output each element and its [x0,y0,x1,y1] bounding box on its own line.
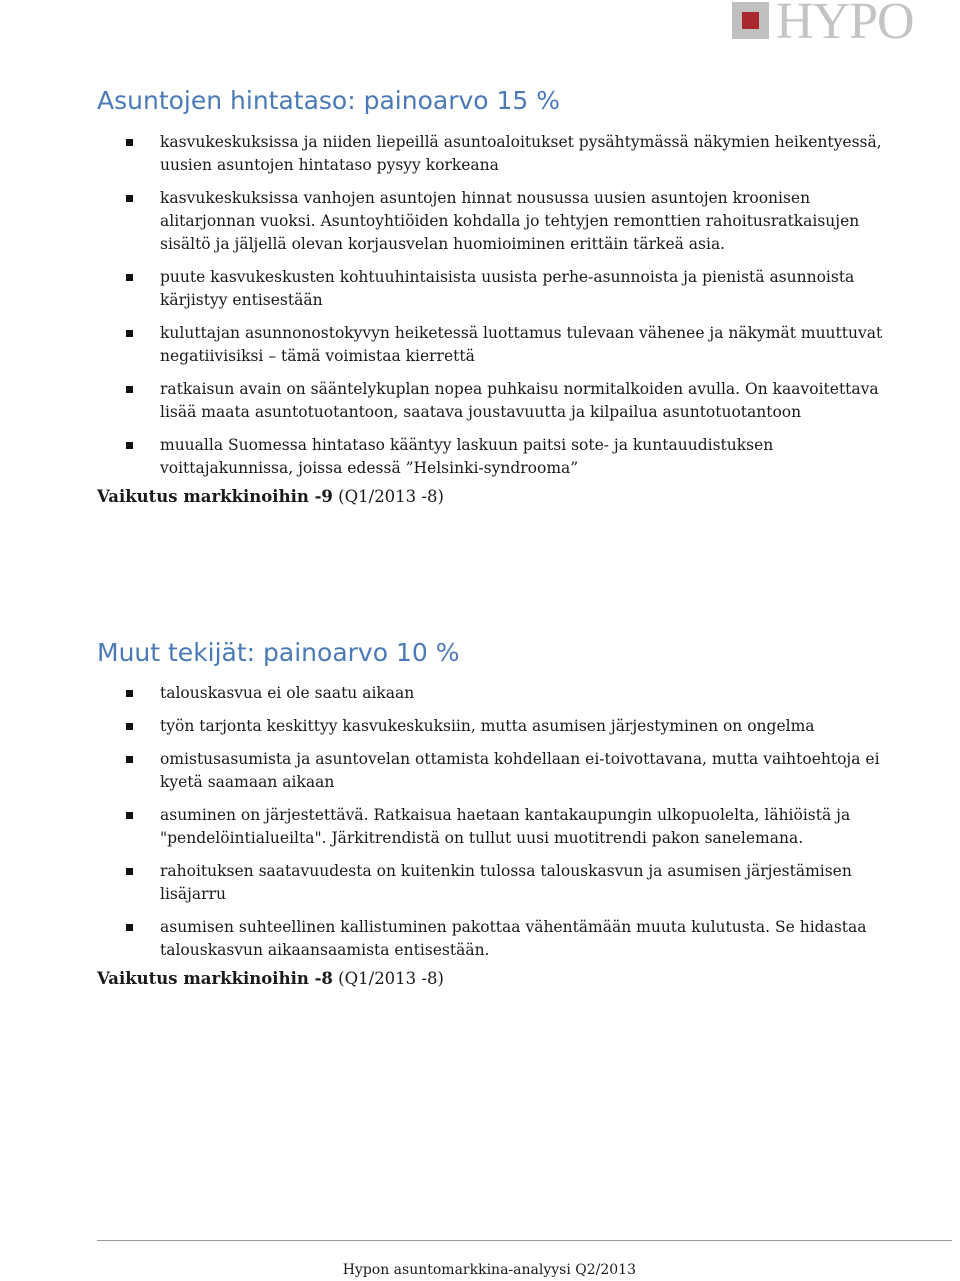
market-impact [97,967,897,990]
square-bullet-icon [126,139,133,146]
square-bullet-icon [126,690,133,697]
list-item-text: omistusasumista ja asuntovelan ottamista kohdellaan ei-toivottavana, mutta vaihtoehtoja ei kyetä saamaan aikaan [160,750,880,791]
list-item-text: puute kasvukeskusten kohtuuhintaisista uusista perhe-asunnoista ja pienistä asunnoista kärjistyy entisestään [160,268,855,309]
list-item [97,322,897,368]
bullet-list [97,131,897,480]
list-item [97,434,897,480]
section-heading: Muut tekijät: painoarvo 10 % [97,638,460,667]
list-item-text: talouskasvua ei ole saatu aikaan [160,684,415,702]
logo-square-icon [732,2,769,39]
logo-text: HYPO [776,0,914,50]
market-impact-value: Vaikutus markkinoihin -9 [97,487,333,506]
bullet-list [97,682,897,962]
list-item-text: kuluttajan asunnonostokyvyn heiketessä luottamus tulevaan vähenee ja näkymät muuttuvat negatiivisiksi – tämä voimistaa kierrettä [160,324,883,365]
section-housing-prices [97,86,897,508]
list-item [97,916,897,962]
square-bullet-icon [126,812,133,819]
list-item [97,804,897,850]
list-item [97,682,897,705]
page-footer: Hypon asuntomarkkina-analyysi Q2/2013 [342,1262,636,1278]
square-bullet-icon [126,868,133,875]
list-item-text: muualla Suomessa hintataso kääntyy laskuun paitsi sote- ja kuntauudistuksen voittajakunnissa, joissa edessä ”Helsinki-syndrooma” [160,436,774,477]
section-heading: Asuntojen hintataso: painoarvo 15 % [97,86,561,115]
list-item [97,860,897,906]
market-impact-previous: (Q1/2013 -8) [332,487,444,506]
section-other-factors [97,638,897,990]
list-item [97,715,897,738]
hypo-logo [732,0,914,50]
market-impact [97,485,897,508]
list-item-text: kasvukeskuksissa ja niiden liepeillä asuntoaloitukset pysähtymässä näkymien heikentyessä, uusien asuntojen hintataso pysyy korkeana [160,133,882,174]
list-item [97,748,897,794]
square-bullet-icon [126,386,133,393]
market-impact-previous: (Q1/2013 -8) [332,969,444,988]
market-impact-value: Vaikutus markkinoihin -8 [97,969,333,988]
square-bullet-icon [126,756,133,763]
list-item [97,266,897,312]
list-item-text: työn tarjonta keskittyy kasvukeskuksiin, mutta asumisen järjestyminen on ongelma [160,717,815,735]
list-item [97,378,897,424]
list-item-text: ratkaisun avain on sääntelykuplan nopea puhkaisu normitalkoiden avulla. On kaavoitettava lisää maata asuntotuotantoon, saatava joustavuutta ja kilpailua asuntotuotantoon [160,380,879,421]
square-bullet-icon [126,330,133,337]
list-item-text: rahoituksen saatavuudesta on kuitenkin tulossa talouskasvun ja asumisen järjestämisen lisäjarru [160,862,852,903]
list-item-text: asuminen on järjestettävä. Ratkaisua haetaan kantakaupungin ulkopuolelta, lähiöistä ja "pendelöintialueilta". Järkitrendistä on tullut uusi muotitrendi pakon sanelemana. [160,806,851,847]
list-item [97,187,897,256]
square-bullet-icon [126,924,133,931]
list-item-text: asumisen suhteellinen kallistuminen pakottaa vähentämään muuta kulutusta. Se hidastaa talouskasvun aikaansaamista entisestään. [160,918,867,959]
square-bullet-icon [126,274,133,281]
footer-divider [97,1240,952,1241]
list-item [97,131,897,177]
square-bullet-icon [126,442,133,449]
square-bullet-icon [126,723,133,730]
square-bullet-icon [126,195,133,202]
list-item-text: kasvukeskuksissa vanhojen asuntojen hinnat nousussa uusien asuntojen kroonisen alitarjonnan vuoksi. Asuntoyhtiöiden kohdalla jo tehtyjen remonttien rahoitusratkaisujen sisältö ja jäljellä olevan korjausvelan huomioiminen erittäin tärkeä asia. [160,189,860,253]
